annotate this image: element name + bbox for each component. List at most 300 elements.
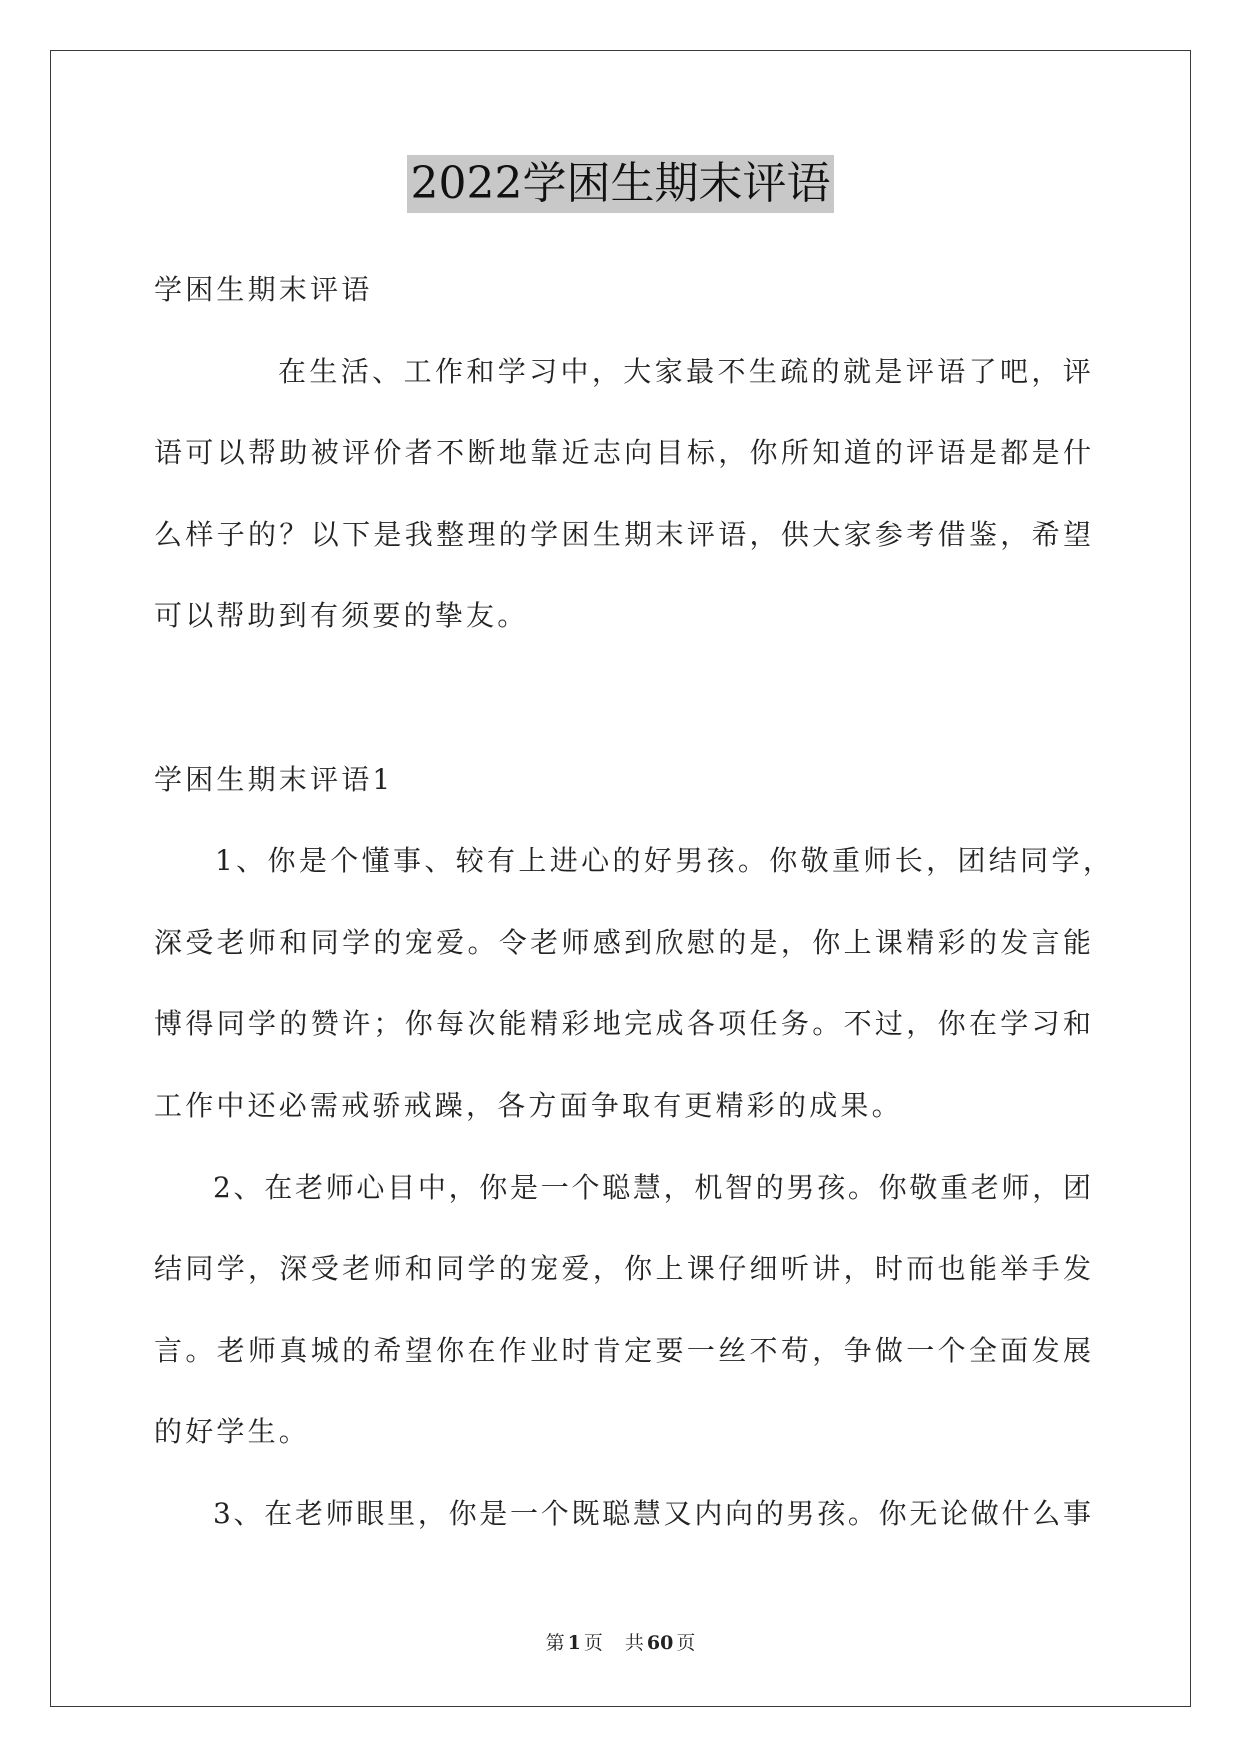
text-glyph: 学	[216, 1252, 245, 1285]
text-glyph: 务	[780, 1007, 809, 1040]
page-number-suffix: 页	[583, 1632, 603, 1654]
text-glyph: 生	[748, 355, 777, 388]
text-glyph: 的	[498, 1252, 527, 1285]
text-glyph: 你	[878, 1497, 907, 1530]
text-glyph: 受	[310, 1252, 339, 1285]
comment-line	[154, 1249, 1091, 1289]
text-glyph: 学	[467, 1252, 496, 1285]
text-glyph: 上	[518, 844, 547, 877]
text-glyph: 个	[937, 1334, 966, 1367]
section-heading: 学困生期末评语1	[154, 763, 394, 796]
text-glyph: 欣	[655, 926, 684, 959]
text-glyph: 论	[940, 1497, 969, 1530]
text-glyph: 大	[812, 518, 841, 551]
text-glyph: 时	[874, 1252, 903, 1285]
text-glyph: 的	[755, 1171, 784, 1204]
text-glyph: 肯	[592, 1334, 621, 1367]
text-glyph: ，	[926, 844, 955, 877]
text-glyph: 细	[749, 1252, 778, 1285]
text-glyph: 项	[718, 1007, 747, 1040]
text-glyph: ，	[1000, 518, 1029, 551]
text-glyph: ，	[592, 1252, 621, 1285]
intro-line	[154, 433, 1091, 473]
text-glyph: 面	[1000, 1334, 1029, 1367]
intro-line	[154, 515, 1091, 555]
text-glyph: 师	[373, 1252, 402, 1285]
text-glyph: 的	[612, 844, 641, 877]
text-glyph: 希	[1031, 518, 1060, 551]
text-glyph: ，	[1082, 844, 1111, 877]
text-glyph: 师	[561, 926, 590, 959]
text-glyph: 慰	[686, 926, 715, 959]
text-glyph: 价	[373, 436, 402, 469]
text-glyph: 在	[278, 355, 307, 388]
text-glyph: 课	[874, 926, 903, 959]
text-glyph: 真	[279, 1334, 308, 1367]
text-glyph: 疏	[780, 355, 809, 388]
text-glyph: 结	[154, 1252, 183, 1285]
intro-line	[278, 352, 1091, 392]
text-glyph: 精	[906, 926, 935, 959]
text-glyph: 参	[874, 518, 903, 551]
text-glyph: 2	[213, 1171, 231, 1204]
text-glyph: 老	[216, 1334, 245, 1367]
comment-line	[154, 923, 1091, 963]
text-glyph: 。	[185, 1334, 214, 1367]
text-glyph: 靠	[530, 436, 559, 469]
text-glyph: 手	[1031, 1252, 1060, 1285]
text-glyph: ，	[812, 1334, 841, 1367]
text-glyph: 生	[592, 518, 621, 551]
text-glyph: 学	[530, 518, 559, 551]
text-glyph: 是	[1031, 436, 1060, 469]
text-glyph: 都	[1000, 436, 1029, 469]
text-glyph: ，	[417, 1497, 446, 1530]
text-glyph: 、	[233, 1497, 262, 1530]
text-glyph: ，	[1032, 1171, 1061, 1204]
comment-line: 的好学生。	[154, 1415, 311, 1448]
text-glyph: 。	[812, 1007, 841, 1040]
text-glyph: 的	[498, 518, 527, 551]
text-glyph: 、	[372, 355, 401, 388]
text-glyph: 是	[479, 1497, 508, 1530]
text-glyph: 深	[279, 1252, 308, 1285]
text-glyph: 能	[498, 1007, 527, 1040]
comment-line	[215, 841, 1111, 881]
text-glyph: 你	[812, 926, 841, 959]
text-glyph: 博	[154, 1007, 183, 1040]
text-glyph: 的	[248, 518, 277, 551]
text-glyph: 时	[561, 1334, 590, 1367]
text-glyph: 在	[467, 1334, 496, 1367]
text-glyph: 子	[216, 518, 245, 551]
total-pages-prefix: 共	[624, 1632, 644, 1654]
text-glyph: 做	[970, 1497, 999, 1530]
text-glyph: 的	[373, 926, 402, 959]
text-glyph: 作	[434, 355, 463, 388]
text-glyph: 的	[811, 355, 840, 388]
text-glyph: 语	[718, 518, 747, 551]
text-glyph: 鉴	[968, 518, 997, 551]
text-glyph: 考	[906, 518, 935, 551]
text-glyph: 过	[874, 1007, 903, 1040]
text-glyph: 心	[356, 1171, 385, 1204]
text-glyph: 男	[675, 844, 704, 877]
text-glyph: 习	[1031, 1007, 1060, 1040]
text-glyph: 讲	[812, 1252, 841, 1285]
text-glyph: 既	[571, 1497, 600, 1530]
text-glyph: ，	[591, 355, 620, 388]
text-glyph: 机	[694, 1171, 723, 1204]
text-glyph: 下	[342, 518, 371, 551]
text-glyph: 也	[937, 1252, 966, 1285]
text-glyph: 一	[540, 1171, 569, 1204]
text-glyph: 同	[436, 1252, 465, 1285]
text-glyph: 。	[847, 1171, 876, 1204]
text-glyph: 中	[417, 1171, 446, 1204]
text-glyph: 师	[248, 926, 277, 959]
text-glyph: 有	[487, 844, 516, 877]
text-glyph: 个	[540, 1497, 569, 1530]
text-glyph: 活	[340, 355, 369, 388]
text-glyph: 团	[957, 844, 986, 877]
text-glyph: 志	[592, 436, 621, 469]
text-glyph: 你	[624, 1252, 653, 1285]
text-glyph: 到	[624, 926, 653, 959]
text-glyph: 的	[718, 926, 747, 959]
text-glyph: 彩	[561, 1007, 590, 1040]
text-glyph: ？	[279, 518, 308, 551]
text-glyph: 所	[780, 436, 809, 469]
text-glyph: ，	[906, 1007, 935, 1040]
text-glyph: 而	[906, 1252, 935, 1285]
text-glyph: 心	[581, 844, 610, 877]
text-glyph: 吧	[999, 355, 1028, 388]
text-glyph: 理	[467, 518, 496, 551]
text-glyph: 结	[988, 844, 1017, 877]
text-glyph: 者	[404, 436, 433, 469]
text-glyph: ，	[780, 926, 809, 959]
text-glyph: 眼	[356, 1497, 385, 1530]
text-glyph: 语	[937, 355, 966, 388]
text-glyph: 各	[686, 1007, 715, 1040]
text-glyph: 个	[571, 1171, 600, 1204]
text-glyph: 评	[342, 436, 371, 469]
text-glyph: 团	[1062, 1171, 1091, 1204]
text-glyph: 孩	[817, 1497, 846, 1530]
text-glyph: 在	[968, 1007, 997, 1040]
text-glyph: 老	[970, 1171, 999, 1204]
text-glyph: 学	[248, 1007, 277, 1040]
text-glyph: 老	[342, 1252, 371, 1285]
text-glyph: 的	[874, 436, 903, 469]
text-glyph: 同	[310, 926, 339, 959]
text-glyph: 困	[561, 518, 590, 551]
text-glyph: 望	[404, 1334, 433, 1367]
text-glyph: 重	[940, 1171, 969, 1204]
comment-line	[213, 1168, 1091, 1208]
text-glyph: 内	[694, 1497, 723, 1530]
text-glyph: 不	[843, 1007, 872, 1040]
text-glyph: 发	[1000, 926, 1029, 959]
text-glyph: 道	[843, 436, 872, 469]
text-glyph: 作	[498, 1334, 527, 1367]
text-glyph: 、	[236, 844, 265, 877]
text-glyph: 事	[392, 844, 421, 877]
text-glyph: 以	[310, 518, 339, 551]
text-glyph: 以	[216, 436, 245, 469]
text-glyph: 的	[279, 1007, 308, 1040]
text-glyph: 仔	[718, 1252, 747, 1285]
text-glyph: 深	[154, 926, 183, 959]
text-glyph: 希	[373, 1334, 402, 1367]
text-glyph: 又	[663, 1497, 692, 1530]
text-glyph: 你	[267, 844, 296, 877]
text-glyph: 1	[215, 844, 233, 877]
text-glyph: 大	[623, 355, 652, 388]
text-glyph: 是	[373, 518, 402, 551]
total-pages-suffix: 页	[676, 1632, 696, 1654]
text-glyph: 成	[655, 1007, 684, 1040]
text-glyph: 你	[436, 1334, 465, 1367]
current-page-number: 1	[567, 1632, 581, 1654]
text-glyph: 向	[725, 1497, 754, 1530]
text-glyph: 标	[686, 436, 715, 469]
text-glyph: 评	[1062, 355, 1091, 388]
text-glyph: 目	[387, 1171, 416, 1204]
text-glyph: 爱	[561, 1252, 590, 1285]
text-glyph: 不	[749, 1334, 778, 1367]
intro-line: 可以帮助到有须要的挚友。	[154, 599, 529, 632]
text-glyph: 断	[467, 436, 496, 469]
text-glyph: 师	[325, 1171, 354, 1204]
text-glyph: 孩	[706, 844, 735, 877]
text-glyph: 苟	[780, 1334, 809, 1367]
text-glyph: 师	[325, 1497, 354, 1530]
text-glyph: 助	[279, 436, 308, 469]
text-glyph: 男	[786, 1171, 815, 1204]
text-glyph: 是	[298, 844, 327, 877]
text-glyph: 近	[561, 436, 590, 469]
text-glyph: 同	[1020, 844, 1049, 877]
page-footer	[0, 1631, 1241, 1655]
text-glyph: 做	[874, 1334, 903, 1367]
text-glyph: 家	[843, 518, 872, 551]
text-glyph: 一	[686, 1334, 715, 1367]
text-glyph: 一	[906, 1334, 935, 1367]
text-glyph: 个	[330, 844, 359, 877]
text-glyph: 学	[342, 926, 371, 959]
text-glyph: 评	[906, 436, 935, 469]
text-glyph: 中	[560, 355, 589, 388]
text-glyph: ，	[248, 1252, 277, 1285]
text-glyph: 老	[530, 926, 559, 959]
text-glyph: 感	[592, 926, 621, 959]
text-glyph: 的	[755, 1497, 784, 1530]
text-glyph: 目	[655, 436, 684, 469]
text-glyph: 是	[749, 926, 778, 959]
text-glyph: 得	[185, 1007, 214, 1040]
text-glyph: 慧	[632, 1497, 661, 1530]
text-glyph: 师	[248, 1334, 277, 1367]
text-glyph: ，	[663, 1171, 692, 1204]
text-glyph: 言	[154, 1334, 183, 1367]
comment-line	[154, 1004, 1091, 1044]
text-glyph: 帮	[248, 436, 277, 469]
text-glyph: 要	[655, 1334, 684, 1367]
text-glyph: 次	[467, 1007, 496, 1040]
text-glyph: 的	[968, 926, 997, 959]
text-glyph: 每	[436, 1007, 465, 1040]
text-glyph: 敬	[909, 1171, 938, 1204]
text-glyph: 懂	[361, 844, 390, 877]
text-glyph: 、	[424, 844, 453, 877]
text-glyph: 望	[1062, 518, 1091, 551]
text-glyph: 老	[216, 926, 245, 959]
text-glyph: 进	[549, 844, 578, 877]
text-glyph: 老	[294, 1497, 323, 1530]
text-glyph: ；	[373, 1007, 402, 1040]
text-glyph: 重	[832, 844, 861, 877]
text-glyph: 完	[624, 1007, 653, 1040]
text-glyph: 是	[968, 436, 997, 469]
text-glyph: ，	[448, 1171, 477, 1204]
text-glyph: 可	[185, 436, 214, 469]
text-glyph: 你	[404, 1007, 433, 1040]
text-glyph: 你	[749, 436, 778, 469]
text-glyph: 么	[154, 518, 183, 551]
text-glyph: 么	[1032, 1497, 1061, 1530]
text-glyph: 不	[436, 436, 465, 469]
text-glyph: 不	[717, 355, 746, 388]
text-glyph: 就	[843, 355, 872, 388]
text-glyph: 无	[909, 1497, 938, 1530]
text-glyph: 的	[342, 1334, 371, 1367]
comment-line	[213, 1494, 1091, 1534]
text-glyph: 语	[154, 436, 183, 469]
text-glyph: 聪	[602, 1497, 631, 1530]
text-glyph: 最	[686, 355, 715, 388]
text-glyph: 生	[309, 355, 338, 388]
comment-line: 工作中还必需戒骄戒躁，各方面争取有更精彩的成果。	[154, 1089, 903, 1122]
text-glyph: 习	[529, 355, 558, 388]
text-glyph: 任	[749, 1007, 778, 1040]
text-glyph: 。	[847, 1497, 876, 1530]
text-glyph: 好	[643, 844, 672, 877]
text-glyph: 男	[786, 1497, 815, 1530]
text-glyph: 我	[404, 518, 433, 551]
text-glyph: 事	[1062, 1497, 1091, 1530]
text-glyph: 期	[624, 518, 653, 551]
text-glyph: 师	[1001, 1171, 1030, 1204]
text-glyph: 赞	[310, 1007, 339, 1040]
text-glyph: 、	[233, 1171, 262, 1204]
text-glyph: 丝	[718, 1334, 747, 1367]
text-glyph: 全	[968, 1334, 997, 1367]
text-glyph: 发	[1062, 1252, 1091, 1285]
text-glyph: 整	[436, 518, 465, 551]
text-glyph: 定	[624, 1334, 653, 1367]
document-subtitle: 学困生期末评语	[154, 273, 373, 306]
document-title: 2022学困生期末评语	[407, 155, 834, 213]
text-glyph: 你	[448, 1497, 477, 1530]
text-glyph: 评	[905, 355, 934, 388]
text-glyph: 是	[510, 1171, 539, 1204]
text-glyph: 孩	[817, 1171, 846, 1204]
text-glyph: 宠	[530, 1252, 559, 1285]
text-glyph: 业	[530, 1334, 559, 1367]
text-glyph: 宠	[404, 926, 433, 959]
text-glyph: 你	[878, 1171, 907, 1204]
text-glyph: 敬	[800, 844, 829, 877]
text-glyph: 聪	[602, 1171, 631, 1204]
text-glyph: 。	[467, 926, 496, 959]
text-glyph: 你	[479, 1171, 508, 1204]
text-glyph: 发	[1031, 1334, 1060, 1367]
text-glyph: 什	[1062, 436, 1091, 469]
text-glyph: 家	[654, 355, 683, 388]
page-number-prefix: 第	[545, 1632, 565, 1654]
text-glyph: 知	[812, 436, 841, 469]
text-glyph: 评	[686, 518, 715, 551]
text-glyph: 举	[1000, 1252, 1029, 1285]
text-glyph: 同	[185, 1252, 214, 1285]
text-glyph: 上	[843, 926, 872, 959]
text-glyph: 借	[937, 518, 966, 551]
text-glyph: 和	[404, 1252, 433, 1285]
text-glyph: 在	[264, 1171, 293, 1204]
text-glyph: 较	[455, 844, 484, 877]
text-glyph: 彩	[937, 926, 966, 959]
text-glyph: 语	[937, 436, 966, 469]
text-glyph: 受	[185, 926, 214, 959]
text-glyph: 被	[310, 436, 339, 469]
text-glyph: 争	[843, 1334, 872, 1367]
text-glyph: 学	[1000, 1007, 1029, 1040]
text-glyph: 令	[498, 926, 527, 959]
text-glyph: 了	[968, 355, 997, 388]
text-glyph: 长	[894, 844, 923, 877]
text-glyph: 上	[655, 1252, 684, 1285]
text-glyph: 学	[1051, 844, 1080, 877]
text-glyph: 和	[466, 355, 495, 388]
text-glyph: 精	[530, 1007, 559, 1040]
text-glyph: 里	[387, 1497, 416, 1530]
total-pages-number: 60	[646, 1632, 674, 1654]
text-glyph: 城	[310, 1334, 339, 1367]
text-glyph: 一	[510, 1497, 539, 1530]
text-glyph: 和	[279, 926, 308, 959]
text-glyph: 。	[737, 844, 766, 877]
text-glyph: 许	[342, 1007, 371, 1040]
text-glyph: ，	[718, 436, 747, 469]
text-glyph: 在	[264, 1497, 293, 1530]
text-glyph: ，	[843, 1252, 872, 1285]
text-glyph: 展	[1062, 1334, 1091, 1367]
text-glyph: 地	[498, 436, 527, 469]
text-glyph: 3	[213, 1497, 231, 1530]
text-glyph: 慧	[632, 1171, 661, 1204]
text-glyph: 老	[294, 1171, 323, 1204]
text-glyph: 地	[592, 1007, 621, 1040]
text-glyph: 言	[1031, 926, 1060, 959]
text-glyph: 听	[780, 1252, 809, 1285]
text-glyph: 什	[1001, 1497, 1030, 1530]
text-glyph: 样	[185, 518, 214, 551]
text-glyph: 能	[1062, 926, 1091, 959]
comment-line	[154, 1331, 1091, 1371]
text-glyph: 能	[968, 1252, 997, 1285]
